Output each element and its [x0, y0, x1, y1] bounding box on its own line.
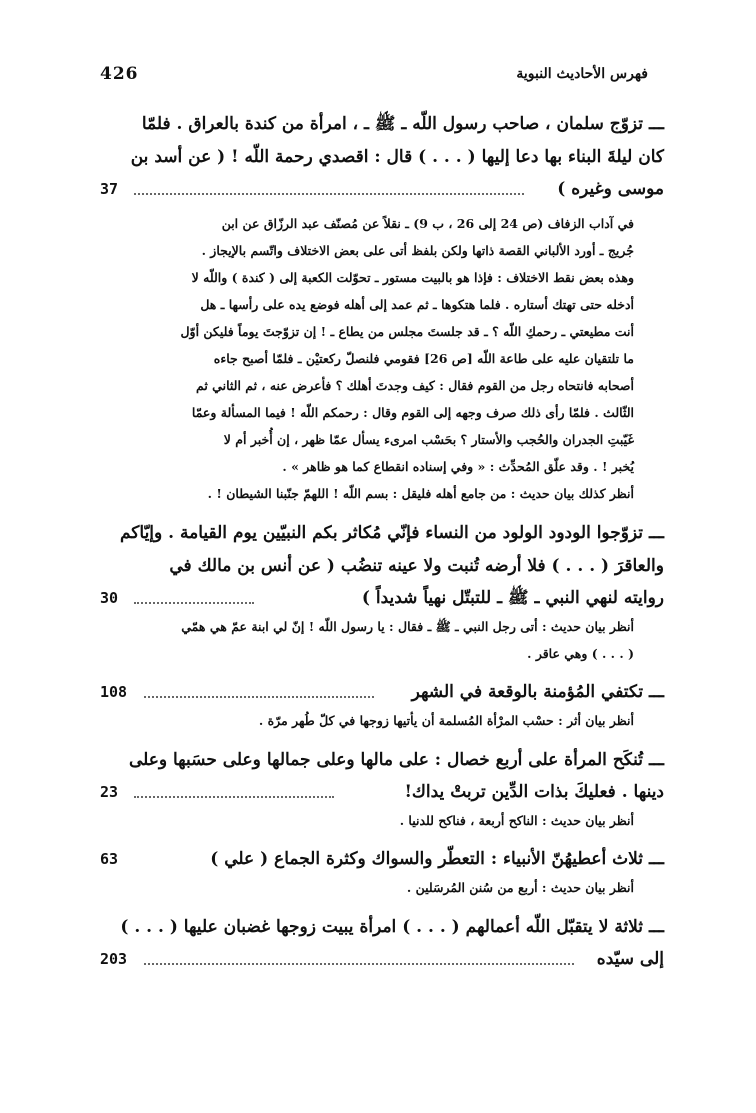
reference-text: روايته لنهي النبي ـ ﷺ ـ للتبتّل نهياً شديداً ) — [361, 588, 664, 608]
note-line: ما تلتقيان عليه على طاعة اللّه [ص 26] فقومي فلنصلّ ركعتيْن ـ فلمّا أصبح جاءه — [213, 351, 634, 366]
entry-line — [100, 911, 664, 944]
note-line: ( . . . ) وهي عاقر . — [527, 646, 634, 661]
entry-text: ثلاثة لا يتقبّل اللّه أعمالهم ( . . . ) امرأة يبيت زوجها غضبان عليها ( . . . ) — [120, 917, 644, 937]
note-line: في آداب الزفاف (ص 24 إلى 26 ، ب 9) ـ نقلاً عن مُصنّف عبد الرزّاق عن ابن — [221, 216, 634, 231]
page-number: 426 — [100, 64, 139, 84]
entry-line — [100, 108, 664, 141]
page-reference: 63 — [100, 850, 119, 868]
reference-text: موسى وغيره ) — [557, 179, 664, 199]
entry-reference-line — [100, 844, 664, 874]
note-line: أنظر بيان أثر : حسْب المرْأة المُسلمة أن يأتيها زوجها في كلّ طُهر مرّة . — [258, 713, 634, 728]
dotted-leader — [134, 193, 524, 195]
entry-dash: ـــ — [649, 682, 664, 702]
dotted-leader — [134, 796, 334, 798]
reference-text: ـــتكتفي المُؤمنة بالوقعة في الشهر — [412, 677, 664, 707]
note-line: أنت مطيعتي ـ رحمكِ اللّه ؟ ـ قد جلستَ مجلس من يطاع ـ ! إن تزوّجتَ يوماً فليكن أوّل — [180, 324, 634, 339]
page-reference: 30 — [100, 589, 119, 607]
note-line: أنظر كذلك بيان حديث : من جامع أهله فليقل : بسم اللّه ! اللهمّ جنّبنا الشيطان ! . — [207, 486, 634, 501]
entry-dash: ـــ — [649, 750, 664, 770]
hadith-entry — [100, 517, 664, 667]
running-title: فهرس الأحاديث النبوية — [516, 66, 648, 82]
entry-reference-line — [100, 174, 664, 204]
note-line: أنظر بيان حديث : الناكح أربعة ، فناكح للدنيا . — [399, 813, 634, 828]
note-line: أنظر بيان حديث : أربع من سُنن المُرسَلين . — [406, 880, 634, 895]
entry-reference-line — [100, 583, 664, 613]
entry-line: كان ليلةَ البناء بها دعا إليها ( . . . ) قال : اقصدي رحمة اللّه ! ( عن أسد بن — [130, 147, 664, 167]
entry-line — [100, 517, 664, 550]
entry-dash: ـــ — [649, 849, 664, 869]
note-line: غَيّبتِ الجدران والحُجب والأستار ؟ بحَسْب امرىء يسأل عمّا ظهر ، إن أُخبر أم لا — [223, 432, 634, 447]
entry-text: تُنكَح المرأة على أربع خصال : على مالها وعلى جمالها وعلى حسَبها وعلى — [128, 750, 644, 770]
dotted-leader — [144, 963, 574, 965]
page-reference: 37 — [100, 180, 119, 198]
reference-text: ـــثلاث أعطيهُنّ الأنبياء : التعطّر والسواك وكثرة الجماع ( علي ) — [210, 844, 664, 874]
note-line: أدخله حتى تهتك أستاره . فلما هتكوها ـ ثم عمد إلى أهله فوضع يده على رأسها ـ هل — [200, 297, 634, 312]
entry-line — [100, 744, 664, 777]
entry-reference-line — [100, 944, 664, 974]
entry-text: تزوّجوا الودود الولود من النساء فإنّي مُكاثر بكم النبيّين يوم القيامة . وإيّاكم — [119, 523, 644, 543]
entry-reference-line — [100, 677, 664, 707]
hadith-entry — [100, 108, 664, 507]
dotted-leader — [134, 602, 254, 604]
entry-dash: ـــ — [649, 523, 664, 543]
reference-text: دينها . فعليكَ بذات الدِّين تربتْ يداك! — [404, 782, 664, 802]
dotted-leader — [144, 696, 374, 698]
hadith-entry — [100, 911, 664, 974]
note-line: وهذه بعض نقط الاختلاف : فإذا هو بالبيت مستور ـ تحوّلت الكعبة إلى ( كندة ) واللّه لا — [191, 270, 634, 285]
hadith-entry — [100, 744, 664, 834]
note-line: يُخبر ! . وقد علّق المُحدِّث : « وفي إسناده انقطاع كما هو ظاهر » . — [282, 459, 634, 474]
entry-line: والعاقرَ ( . . . ) فلا أرضه تُنبت ولا عينه تنضُب ( عن أنس بن مالك في — [169, 556, 664, 576]
page-reference: 203 — [100, 950, 128, 968]
index-entries — [100, 108, 664, 984]
hadith-entry — [100, 844, 664, 901]
page-reference: 23 — [100, 783, 119, 801]
entry-dash: ـــ — [649, 114, 664, 134]
note-line: أصحابه فانتحاه رجل من القوم فقال : كيف وجدتَ أهلك ؟ فأعرض عنه ، ثم الثاني ثم — [196, 378, 634, 393]
note-line: الثّالث . فلمّا رأى ذلك صرف وجهه إلى القوم وقال : رحمكم اللّه ! فيما المسألة وعمّا — [191, 405, 634, 420]
note-line: أنظر بيان حديث : أتى رجل النبي ـ ﷺ ـ فقال : يا رسول اللّه ! إنّ لي ابنة عمّ هي همّي — [181, 619, 634, 634]
page-reference: 108 — [100, 683, 128, 701]
page-header — [100, 62, 648, 96]
entry-reference-line — [100, 777, 664, 807]
entry-text: تزوّج سلمان ، صاحب رسول اللّه ـ ﷺ ـ ، امرأة من كندة بالعراق . فلمّا — [141, 114, 644, 134]
entry-dash: ـــ — [649, 917, 664, 937]
note-line: جُريج ـ أورد الألباني القصة ذاتها ولكن بلفظ أتى على بعض الاختلاف واتّسم بالإيجاز . — [201, 243, 634, 258]
hadith-entry — [100, 677, 664, 734]
reference-text: إلى سيّده — [596, 949, 664, 969]
